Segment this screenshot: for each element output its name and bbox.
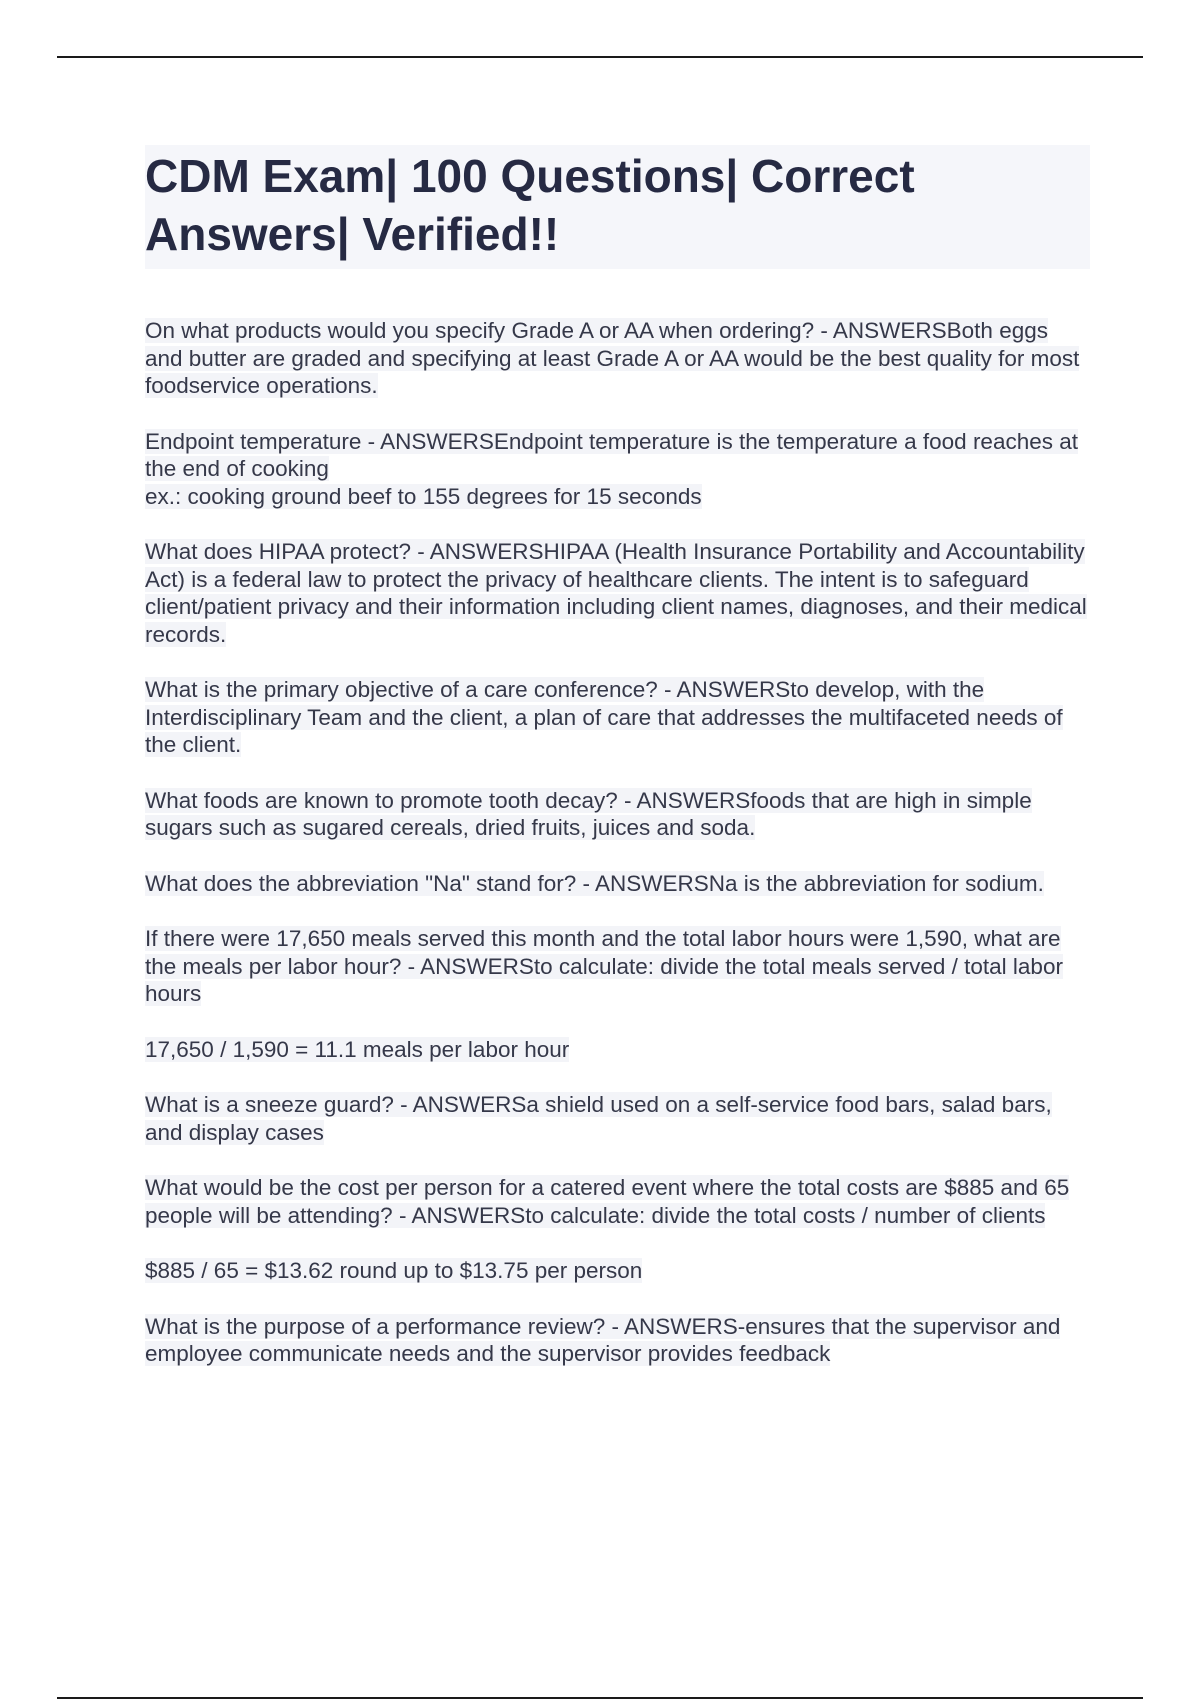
qa-meals-per-labor-hour bbox=[145, 925, 1090, 1008]
qa-text-example: ex.: cooking ground beef to 155 degrees for 15 seconds bbox=[145, 483, 702, 509]
qa-text: $885 / 65 = $13.62 round up to $13.75 per person bbox=[145, 1258, 643, 1283]
qa-grade-a-aa bbox=[145, 317, 1090, 400]
qa-text: If there were 17,650 meals served this month and the total labor hours were 1,590, what are the meals per labor hour? - ANSWERSto calculate: divide the total meals served / total labor hours bbox=[145, 926, 1063, 1006]
qa-text: What does the abbreviation "Na" stand for? - ANSWERSNa is the abbreviation for sodium. bbox=[145, 870, 1044, 896]
qa-text: What would be the cost per person for a catered event where the total costs are $885 and 65 people will be attending? - ANSWERSto calculate: divide the total costs / number of clients bbox=[145, 1175, 1070, 1228]
document-title: CDM Exam| 100 Questions| Correct Answers| Verified!! bbox=[145, 150, 915, 260]
qa-text: 17,650 / 1,590 = 11.1 meals per labor hour bbox=[145, 1036, 570, 1062]
document-body bbox=[145, 145, 1090, 1396]
qa-text: What is a sneeze guard? - ANSWERSa shield used on a self-service food bars, salad bars, and display cases bbox=[145, 1092, 1052, 1145]
qa-meals-calculation bbox=[145, 1036, 1090, 1064]
qa-sneeze-guard bbox=[145, 1091, 1090, 1146]
qa-text: What foods are known to promote tooth decay? - ANSWERSfoods that are high in simple sugars such as sugared cereals, dried fruits, juices and soda. bbox=[145, 787, 1032, 840]
qa-cost-calculation bbox=[145, 1257, 1090, 1285]
qa-endpoint-temperature bbox=[145, 428, 1090, 511]
qa-text: What is the purpose of a performance review? - ANSWERS-ensures that the supervisor and employee communicate needs and the supervisor provides feedback bbox=[145, 1313, 1061, 1366]
qa-tooth-decay bbox=[145, 787, 1090, 842]
top-rule bbox=[57, 56, 1143, 58]
qa-text: What does HIPAA protect? - ANSWERSHIPAA (Health Insurance Portability and Accountability Act) is a federal law to protect the privacy of healthcare clients. The intent is to safeguard client/patient privacy and their information including client names, diagnoses, and their medical records. bbox=[145, 539, 1087, 647]
qa-hipaa bbox=[145, 538, 1090, 648]
qa-care-conference bbox=[145, 676, 1090, 759]
bottom-rule bbox=[57, 1697, 1143, 1699]
qa-na-abbreviation bbox=[145, 870, 1090, 898]
qa-text: On what products would you specify Grade A or AA when ordering? - ANSWERSBoth eggs and butter are graded and specifying at least Grade A or AA would be the best quality for most foodservice operations. bbox=[145, 318, 1080, 398]
title-block bbox=[145, 145, 1090, 269]
qa-performance-review bbox=[145, 1313, 1090, 1368]
qa-text: Endpoint temperature - ANSWERSEndpoint temperature is the temperature a food reaches at the end of cooking bbox=[145, 428, 1079, 481]
qa-text: What is the primary objective of a care conference? - ANSWERSto develop, with the Interdisciplinary Team and the client, a plan of care that addresses the multifaceted needs of the client. bbox=[145, 677, 1063, 757]
qa-cost-per-person bbox=[145, 1174, 1090, 1229]
